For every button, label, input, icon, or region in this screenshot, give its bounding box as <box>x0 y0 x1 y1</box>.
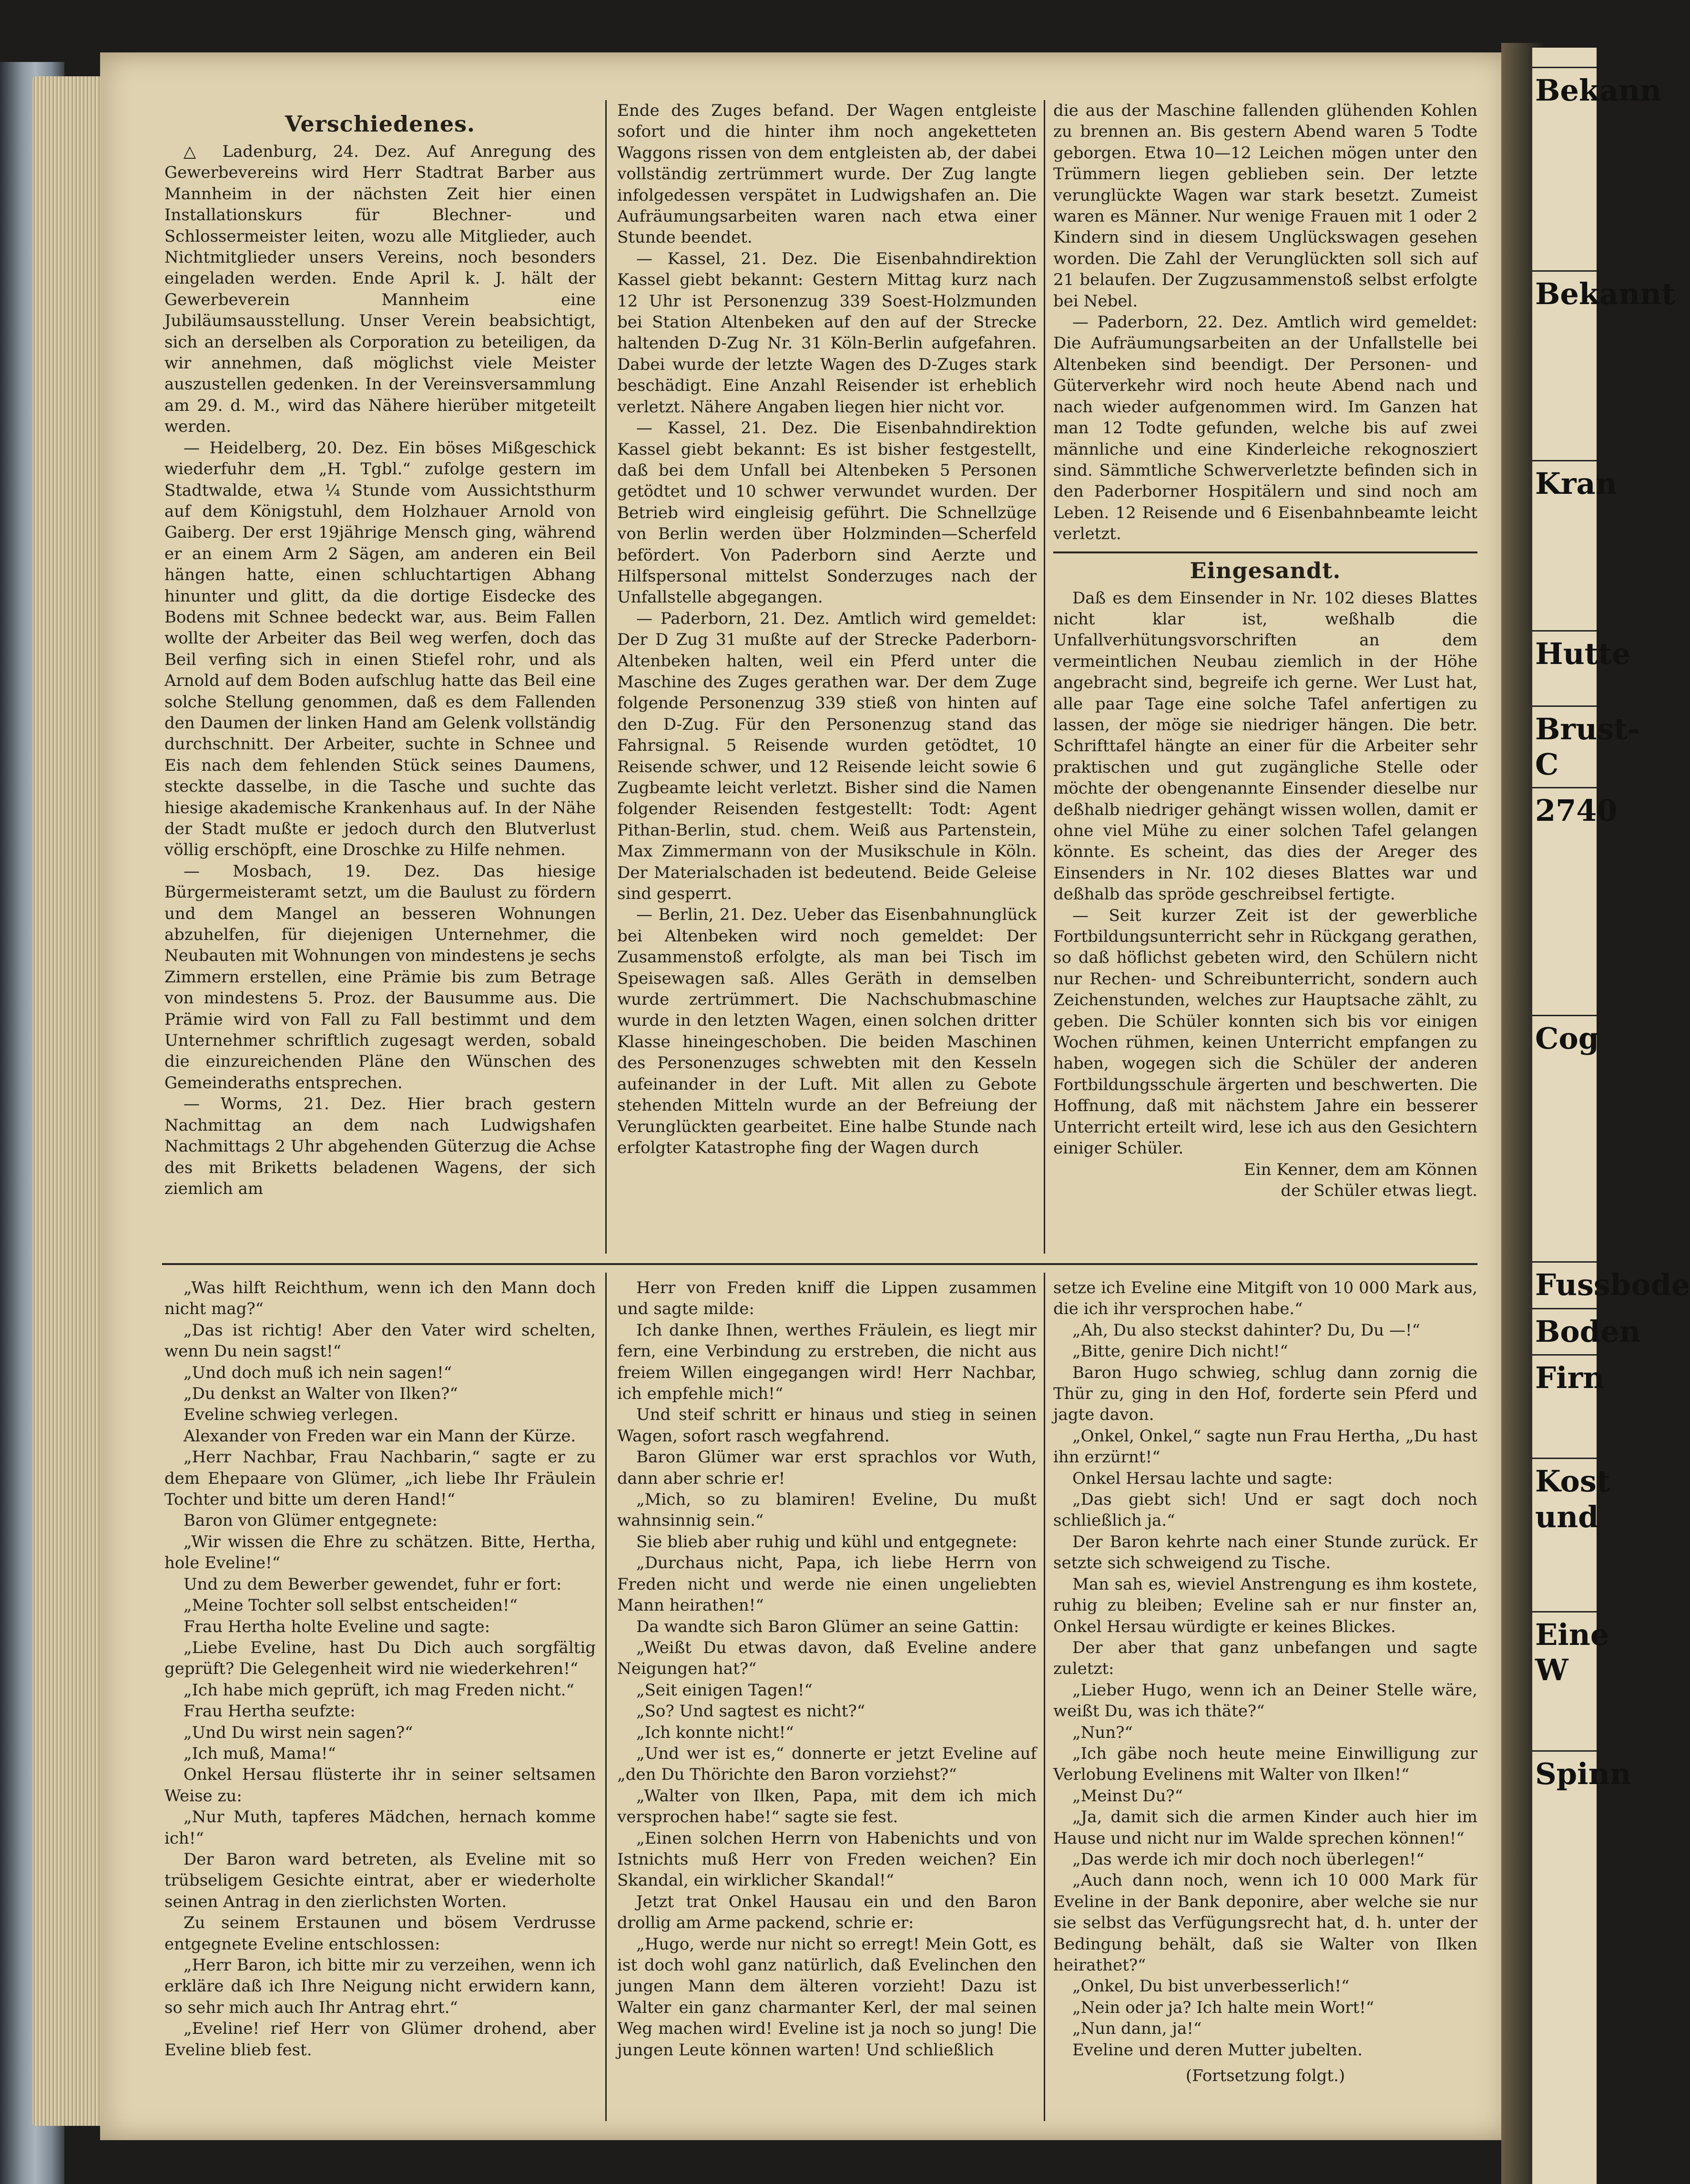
story-line: „Nun dann, ja!“ <box>1072 2019 1202 2039</box>
story-line: „Ich konnte nicht!“ <box>636 1723 794 1742</box>
story-line: „Walter von Ilken, Papa, mit dem ich mich versprochen habe!“ sagte sie fest. <box>617 1786 1037 1827</box>
letter-fortbildung: — Seit kurzer Zeit ist der gewerbliche Fortbildungsunterricht sehr in Rückgang gerathen, so daß höflichst gebeten wird, den Schülern nicht nur Rechen- und Schreibunterricht, sondern auch Zeichenstunden, welches zur Hauptsache zählt, zu geben. Die Schüler konnten sich bis vor einigen Wochen rühmen, keinen Unterricht empfangen zu haben, wogegen sich die Schüler der anderen Fortbildungsschule ärgerten und beschwerten. Die Hoffnung, daß mit nächstem Jahre ein besserer Unterricht erteilt wird, lese ich aus den Gesichtern einiger Schüler. <box>1053 906 1477 1158</box>
story-line: „Herr Baron, ich bitte mir zu verzeihen, wenn ich erkläre daß ich Ihre Neigung nicht erwidern kann, so sehr mich auch Ihr Antrag ehrt.“ <box>164 1956 596 2017</box>
ad-fragment: Bekann <box>1532 67 1597 113</box>
story-line: Der Baron kehrte nach einer Stunde zurück. Er setzte sich schweigend zu Tische. <box>1053 1532 1477 1573</box>
article-berlin: — Berlin, 21. Dez. Ueber das Eisenbahnunglück bei Altenbeken wird noch gemeldet: Der Zusammenstoß erfolgte, als man bei Tisch im Speisewagen saß. Alles Geräth in demselben wurde zertrümmert. Die Nachschubmaschine wurde in den letzten Wagen, einen solchen dritter Klasse hineingeschoben. Die beiden Maschinen des Personenzuges schwebten mit den Kesseln aufeinander in der Luft. Mit allen zu Gebote stehenden Mitteln wurde an der Befreiung der Verunglückten gearbeitet. Eine halbe Stunde nach erfolgter Katastrophe fing der Wagen durch <box>617 905 1037 1157</box>
ad-fragment: Boden <box>1532 1308 1597 1354</box>
newspaper-page <box>100 52 1525 2140</box>
story-line: Der aber that ganz unbefangen und sagte zuletzt: <box>1053 1638 1477 1679</box>
letter-unfallverhuetung: Daß es dem Einsender in Nr. 102 dieses Blattes nicht klar ist, weßhalb die Unfallverhütungsvorschriften an dem vermeintlichen Neubau ziemlich in der Höhe angebracht sind, begreife ich gerne. Wer Lust hat, alle paar Tage eine solche Tafel anfertigen zu lassen, der möge sie niedriger hängen. Die betr. Schrifttafel hängte an einer für die Arbeiter sehr praktischen und gut zugängliche Stelle oder möchte der obengenannte Einsender dieselbe nur deßhalb niedriger gehängt wissen wollen, damit er ohne viel Mühe zu einer solchen Tafel gelangen könnte. Es scheint, das dies der Areger des Einsenders in Nr. 102 dieses Blattes war und deßhalb das spröde geschreibsel fertigte. <box>1053 588 1477 904</box>
story-line: „Und wer ist es,“ donnerte er jetzt Eveline auf „den Du Thörichte den Baron vorziehst?“ <box>617 1744 1037 1785</box>
story-line: „Onkel, Du bist unverbesserlich!“ <box>1072 1977 1350 1996</box>
story-line: „Und Du wirst nein sagen?“ <box>183 1723 413 1742</box>
story-line: Onkel Hersau flüsterte ihr in seiner seltsamen Weise zu: <box>164 1765 596 1806</box>
story-line: „Mich, so zu blamiren! Eveline, Du mußt wahnsinnig sein.“ <box>617 1490 1037 1531</box>
continuation-note: (Fortsetzung folgt.) <box>1185 2066 1345 2086</box>
story-line: „Eveline! rief Herr von Glümer drohend, aber Eveline blieb fest. <box>164 2019 596 2060</box>
section-heading: Verschiedenes. <box>285 111 476 137</box>
story-line: „Ich habe mich geprüft, ich mag Freden nicht.“ <box>183 1680 575 1700</box>
story-line: „Herr Nachbar, Frau Nachbarin,“ sagte er zu dem Ehepaare von Glümer, „ich liebe Ihr Fräulein Tochter und bitte um deren Hand!“ <box>164 1448 596 1510</box>
story-line: Da wandte sich Baron Glümer an seine Gattin: <box>636 1617 1019 1636</box>
story-column-3 <box>1053 1277 1477 2086</box>
story-line: „Das ist richtig! Aber den Vater wird schelten, wenn Du nein sagst!“ <box>164 1320 596 1361</box>
ad-fragment: Eine W <box>1532 1611 1597 1693</box>
story-line: Frau Hertha seufzte: <box>183 1702 356 1721</box>
story-line: „Hugo, werde nur nicht so erregt! Mein Gott, es ist doch wohl ganz natürlich, daß Evelinchen den jungen Mann dem älteren vorzieht! Dazu ist Walter ein ganz charmanter Kerl, der mal seinen Weg machen wird! Eveline ist ja noch so jung! Die jungen Leute können warten! Und schließlich <box>617 1934 1037 2060</box>
column-divider <box>1044 1273 1045 2121</box>
story-line: „Meine Tochter soll selbst entscheiden!“ <box>183 1596 518 1615</box>
article-kassel-1: — Kassel, 21. Dez. Die Eisenbahndirektion Kassel giebt bekannt: Gestern Mittag kurz nach 12 Uhr ist Personenzug 339 Soest-Holzmunden bei Station Altenbeken auf den auf der Strecke haltenden D-Zug Nr. 31 Köln-Berlin aufgefahren. Dabei wurde der letzte Wagen des D-Zuges stark beschädigt. Eine Anzahl Reisender ist erheblich verletzt. Nähere Angaben liegen hier nicht vor. <box>617 249 1037 417</box>
story-line: Baron Hugo schwieg, schlug dann zornig die Thür zu, ging in den Hof, forderte sein Pferd und jagte davon. <box>1053 1363 1477 1425</box>
story-line: „Ich gäbe noch heute meine Einwilligung zur Verlobung Evelinens mit Walter von Ilken!“ <box>1053 1744 1477 1785</box>
story-line: Und steif schritt er hinaus und stieg in seinen Wagen, sofort rasch wegfahrend. <box>617 1405 1037 1446</box>
ad-fragment: Hutte <box>1532 630 1597 676</box>
section-heading-eingesandt: Eingesandt. <box>1190 557 1341 583</box>
story-line: Baron Glümer war erst sprachlos vor Wuth, dann aber schrie er! <box>617 1448 1037 1488</box>
story-line: setze ich Eveline eine Mitgift von 10 000 Mark aus, die ich ihr versprochen habe.“ <box>1053 1278 1477 1319</box>
story-line: „Seit einigen Tagen!“ <box>636 1680 813 1700</box>
story-line: „Lieber Hugo, wenn ich an Deiner Stelle wäre, weißt Du, was ich thäte?“ <box>1053 1680 1477 1721</box>
article-paderborn-1: — Paderborn, 21. Dez. Amtlich wird gemeldet: Der D Zug 31 mußte auf der Strecke Paderborn-Altenbeken halten, weil ein Pferd unter die Maschine des Zuges gerathen war. Der dem Zuge folgende Personenzug 339 stieß von hinten auf den D-Zug. Für den Personenzug stand das Fahrsignal. 5 Reisende wurden getödtet, 10 Reisende schwer, und 12 Reisende leicht sowie 6 Zugbeamte leicht verletzt. Bisher sind die Namen folgender Reisenden festgestellt: Todt: Agent Pithan-Berlin, stud. chem. Weiß aus Partenstein, Max Zimmermann von der Musikschule in Köln. Der Materialschaden ist bedeutend. Beide Geleise sind gesperrt. <box>617 609 1037 904</box>
story-column-2 <box>617 1277 1037 2061</box>
story-line: „Nun?“ <box>1072 1723 1133 1742</box>
column-divider <box>1044 100 1045 1254</box>
story-line: „Wir wissen die Ehre zu schätzen. Bitte, Hertha, hole Eveline!“ <box>164 1532 596 1573</box>
story-line: „Nur Muth, tapferes Mädchen, hernach komme ich!“ <box>164 1807 596 1848</box>
story-line: Ich danke Ihnen, werthes Fräulein, es liegt mir fern, eine Verbindung zu erstreben, die nicht aus freiem Willen eingegangen wird! Herr Nachbar, ich empfehle mich!“ <box>617 1320 1037 1404</box>
story-line: Frau Hertha holte Eveline und sagte: <box>183 1617 490 1636</box>
story-line: Alexander von Freden war ein Mann der Kürze. <box>183 1426 576 1446</box>
story-line: Herr von Freden kniff die Lippen zusammen und sagte milde: <box>617 1278 1037 1319</box>
story-line: „Nein oder ja? Ich halte mein Wort!“ <box>1072 1998 1374 2017</box>
ad-fragment: Kran <box>1532 460 1597 506</box>
article-heidelberg: — Heidelberg, 20. Dez. Ein böses Mißgeschick wiederfuhr dem „H. Tgbl.“ zufolge gestern im Stadtwalde, etwa ¼ Stunde vom Aussichtsthurm auf dem Königstuhl, dem Holzhauer Arnold von Gaiberg. Der erst 19jährige Mensch ging, während er an einem Arm 2 Sägen, am anderen ein Beil hängen hatte, einen schluchtartigen Abhang hinunter und glitt, da die dortige Eisdecke des Bodens mit Schnee bedeckt war, aus. Beim Fallen wollte der Arbeiter das Beil weg werfen, doch das Beil verfing sich in einen Stiefel rohr, und als Arnold auf dem Boden aufschlug hatte das Beil eine solche Stellung genommen, daß es dem Fallenden den Daumen der linken Hand am Gelenk vollständig durchschnitt. Der Arbeiter, suchte in Schnee und Eis nach dem fehlenden Stück seines Daumens, steckte dasselbe, in die Tasche und suchte das hiesige akademische Krankenhaus auf. In der Nähe der Stadt mußte er jedoch durch den Blutverlust völlig erschöpft, eine Droschke zu Hilfe nehmen. <box>164 438 596 860</box>
story-line: Und zu dem Bewerber gewendet, fuhr er fort: <box>183 1574 562 1594</box>
upper-column-2 <box>617 100 1037 1158</box>
story-line: Baron von Glümer entgegnete: <box>183 1511 438 1531</box>
story-line: „Und doch muß ich nein sagen!“ <box>183 1363 452 1382</box>
section-separator <box>1053 551 1477 553</box>
ad-fragment: Spinn <box>1532 1750 1597 1796</box>
story-line: „Ich muß, Mama!“ <box>183 1744 336 1763</box>
article-kassel-2: — Kassel, 21. Dez. Die Eisenbahndirektion Kassel giebt bekannt: Es ist bisher festgestellt, daß bei dem Unfall bei Altenbeken 5 Personen getödtet und 10 schwer verwundet wurden. Der Betrieb wird eingleisig geführt. Die Schnellzüge von Berlin werden über Holzminden—Scherfeld befördert. Von Paderborn sind Aerzte und Hilfspersonal mittelst Sonderzuges nach der Unfallstelle abgegangen. <box>617 418 1037 607</box>
column-divider <box>605 1273 607 2121</box>
story-line: „Bitte, genire Dich nicht!“ <box>1072 1342 1288 1361</box>
article-mosbach: — Mosbach, 19. Dez. Das hiesige Bürgermeisteramt setzt, um die Baulust zu fördern und dem Mangel an besseren Wohnungen abzuhelfen, für diejenigen Unternehmer, die Neubauten mit Wohnungen von mindestens je sechs Zimmern erstellen, eine Prämie bis zum Betrage von mindestens 5. Proz. der Bausumme aus. Die Prämie wird von Fall zu Fall bestimmt und dem Unternehmer schriftlich zugesagt werden, sobald die einzureichenden Pläne den Wünschen des Gemeinderaths entsprechen. <box>164 861 596 1092</box>
story-line: „Weißt Du etwas davon, daß Eveline andere Neigungen hat?“ <box>617 1638 1037 1679</box>
ad-fragment: Cog <box>1532 1015 1597 1061</box>
story-line: Man sah es, wieviel Anstrengung es ihm kostete, ruhig zu bleiben; Eveline sah er nur finster an, Onkel Hersau würdigte er keines Blickes. <box>1053 1574 1477 1636</box>
story-line: „Ja, damit sich die armen Kinder auch hier im Hause und nicht nur im Walde sprechen können!“ <box>1053 1807 1477 1848</box>
story-line: „Ah, Du also steckst dahinter? Du, Du —!“ <box>1072 1320 1420 1340</box>
story-line: Eveline und deren Mutter jubelten. <box>1072 2040 1363 2060</box>
story-line: Eveline schwieg verlegen. <box>183 1405 398 1425</box>
story-line: Der Baron ward betreten, als Eveline mit so trübseligem Gesichte eintrat, aber er wiederholte seinen Antrag in den zierlichsten Worten. <box>164 1849 596 1911</box>
story-line: „Du denkst an Walter von Ilken?“ <box>183 1384 458 1404</box>
story-line: „Das werde ich mir doch noch überlegen!“ <box>1072 1849 1425 1869</box>
story-line: Zu seinem Erstaunen und bösem Verdrusse entgegnete Eveline entschlossen: <box>164 1913 596 1954</box>
ad-fragment: Firn <box>1532 1354 1597 1400</box>
story-line: „Durchaus nicht, Papa, ich liebe Herrn von Freden nicht und werde nie einen ungeliebten Mann heirathen!“ <box>617 1553 1037 1615</box>
story-line: „Meinst Du?“ <box>1072 1786 1183 1806</box>
story-line: Sie blieb aber ruhig und kühl und entgegnete: <box>636 1532 1018 1551</box>
story-line: Onkel Hersau lachte und sagte: <box>1072 1469 1333 1488</box>
ad-fragment: Fussbode <box>1532 1261 1597 1307</box>
ad-fragment: Brust-C <box>1532 705 1597 787</box>
article-paderborn-2: — Paderborn, 22. Dez. Amtlich wird gemeldet: Die Aufräumungsarbeiten an der Unfallstelle bei Altenbeken sind beendigt. Der Personen- und Güterverkehr wird noch heute Abend nach und nach wieder aufgenommen wird. Im Ganzen hat man 12 Todte gefunden, welche bis auf zwei männliche und eine Kinderleiche rekognosziert sind. Sämmtliche Schwerverletzte befinden sich in den Paderborner Hospitälern und sind noch am Leben. 12 Reisende und 6 Eisenbahnbeamte leicht verletzt. <box>1053 313 1477 544</box>
ad-fragment: Kost und <box>1532 1458 1597 1540</box>
story-line: „Auch dann noch, wenn ich 10 000 Mark für Eveline in der Bank deponire, aber welche sie nur sie selbst das Verfügungsrecht hat, d. h. unter der Bedingung behält, daß sie Walter von Ilken heirathet?“ <box>1053 1871 1477 1975</box>
story-column-1 <box>164 1277 596 2061</box>
story-line: „Was hilft Reichthum, wenn ich den Mann doch nicht mag?“ <box>164 1278 596 1319</box>
column-divider <box>605 100 607 1254</box>
story-line: „Das giebt sich! Und er sagt doch noch schließlich ja.“ <box>1053 1490 1477 1531</box>
letter-signature: Ein Kenner, dem am Können der Schüler etwas liegt. <box>1243 1160 1477 1200</box>
adjacent-page-fragment <box>1532 48 1690 2184</box>
upper-column-3 <box>1053 100 1477 1201</box>
article-worms-continued: Ende des Zuges befand. Der Wagen entgleiste sofort und die hinter ihm noch angeketteten Waggons rissen von dem entgleisten ab, der dabei vollständig zertrümmert wurde. Der Zug langte infolgedessen verspätet in Ludwigshafen an. Die Aufräumungsarbeiten waren nach etwa einer Stunde beendet. <box>617 101 1037 247</box>
feuilleton-divider <box>162 1263 1477 1265</box>
ad-fragment: Bekannt <box>1532 270 1597 316</box>
story-line: „So? Und sagtest es nicht?“ <box>636 1702 865 1721</box>
article-berlin-continued: die aus der Maschine fallenden glühenden Kohlen zu brennen an. Bis gestern Abend waren 5 Todte geborgen. Etwa 10—12 Leichen mögen unter den Trümmern liegen geblieben sein. Der letzte verunglückte Wagen war stark besetzt. Zumeist waren es Männer. Nur wenige Frauen mit 1 oder 2 Kindern sind in diesem Unglückswagen gesehen worden. Die Zahl der Verunglückten soll sich auf 21 belaufen. Der Zugzusammenstoß selbst erfolgte bei Nebel. <box>1053 101 1477 311</box>
story-line: „Onkel, Onkel,“ sagte nun Frau Hertha, „Du hast ihn erzürnt!“ <box>1053 1426 1477 1467</box>
article-ladenburg: △ Ladenburg, 24. Dez. Auf Anregung des Gewerbevereins wird Herr Stadtrat Barber aus Mannheim in der nächsten Zeit hier einen Installationskurs für Blechner- und Schlossermeister leiten, wozu alle Mitglieder, auch Nichtmitglieder unsers Vereins, noch besonders eingeladen werden. Ende April k. J. hält der Gewerbeverein Mannheim eine Jubiläumsausstellung. Unser Verein beabsichtigt, sich an derselben als Corporation zu beteiligen, da wir annehmen, daß möglichst viele Meister auszustellen gedenken. In der Vereinsversammlung am 29. d. M., wird das Nähere hierüber mitgeteilt werden. <box>164 142 596 437</box>
story-line: Jetzt trat Onkel Hausau ein und den Baron drollig am Arme packend, schrie er: <box>617 1892 1037 1933</box>
article-worms: — Worms, 21. Dez. Hier brach gestern Nachmittag an dem nach Ludwigshafen Nachmittags 2 Uhr abgehenden Güterzug die Achse des mit Briketts beladenen Wagens, der sich ziemlich am <box>164 1094 596 1198</box>
story-line: „Einen solchen Herrn von Habenichts und von Istnichts muß Herr von Freden weichen? Ein Skandal, ein wirklicher Skandal!“ <box>617 1828 1037 1890</box>
upper-column-1 <box>164 110 596 1199</box>
ad-fragment: 2740 <box>1532 787 1597 833</box>
story-line: „Liebe Eveline, hast Du Dich auch sorgfältig geprüft? Die Gelegenheit wird nie wiederkehren!“ <box>164 1638 596 1679</box>
